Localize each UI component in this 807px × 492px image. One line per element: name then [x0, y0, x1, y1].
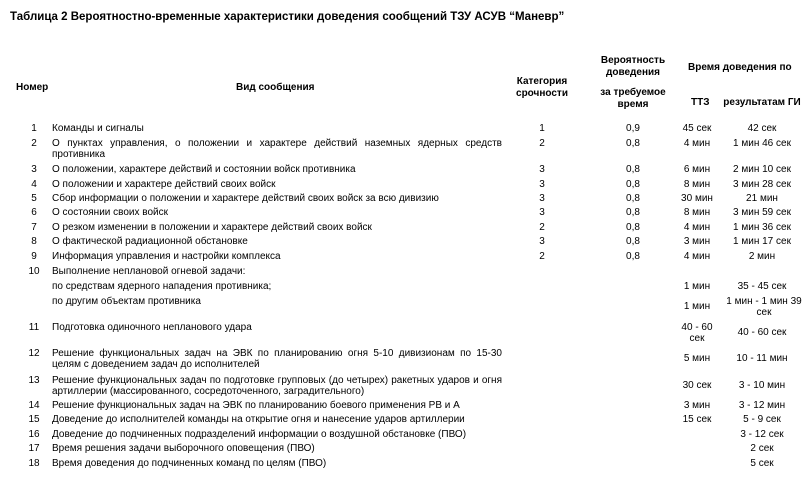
row-message-type: Доведение до подчиненных подразделений информации о воздушной обстановке (ПВО): [52, 429, 467, 440]
row-probability: 0,8: [626, 138, 640, 149]
row-time-ttz: 6 мин: [683, 164, 711, 175]
row-time-ttz: 1 мин: [683, 281, 711, 292]
header-time: Время доведения по: [688, 62, 792, 73]
row-category: 2: [539, 138, 545, 149]
row-category: 2: [539, 251, 545, 262]
row-time-ttz: 3 мин: [683, 400, 711, 411]
row-message-type: Команды и сигналы: [52, 123, 144, 134]
row-probability: 0,8: [626, 207, 640, 218]
row-time-gi: 42 сек: [747, 123, 777, 134]
row-time-gi: 5 - 9 сек: [743, 414, 781, 425]
row-time-gi: 3 мин 59 сек: [733, 207, 791, 218]
row-number: 16: [28, 429, 40, 440]
row-time-gi: 2 сек: [750, 443, 774, 454]
row-time-ttz: 40 - 60 сек: [681, 322, 713, 344]
row-message-type: по средствам ядерного нападения противника;: [52, 281, 272, 292]
row-number: 9: [31, 251, 37, 262]
row-probability: 0,8: [626, 251, 640, 262]
row-category: 3: [539, 179, 545, 190]
row-category: 3: [539, 164, 545, 175]
row-time-gi: 3 мин 28 сек: [733, 179, 791, 190]
row-category: 1: [539, 123, 545, 134]
row-message-type: О резком изменении в положении и характере действий своих войск: [52, 222, 372, 233]
row-message-type: О положении, характере действий и состоянии войск противника: [52, 164, 356, 175]
row-time-gi: 1 мин - 1 мин 39 сек: [726, 296, 802, 318]
row-number: 3: [31, 164, 37, 175]
header-gi: результатам ГИ: [723, 97, 801, 108]
row-message-type: Решение функциональных задач по подготовке групповых (до четырех) ракетных ударов и огня артиллерии (массированного, сосредоточенного, заградительного): [52, 375, 502, 397]
row-time-ttz: 30 сек: [682, 380, 712, 391]
header-probability: Вероятность доведения за требуемое время: [600, 55, 666, 110]
row-number: 2: [31, 138, 37, 149]
row-number: 11: [28, 322, 40, 333]
row-number: 12: [28, 348, 40, 359]
row-number: 5: [31, 193, 37, 204]
row-category: 3: [539, 193, 545, 204]
row-category: 3: [539, 236, 545, 247]
row-time-gi: 35 - 45 сек: [737, 281, 787, 292]
row-message-type: Доведение до исполнителей команды на открытие огня и нанесение ударов артиллерии: [52, 414, 465, 425]
row-number: 14: [28, 400, 40, 411]
row-message-type: Информация управления и настройки комплекса: [52, 251, 281, 262]
row-number: 18: [28, 458, 40, 469]
row-probability: 0,8: [626, 179, 640, 190]
row-number: 1: [31, 123, 37, 134]
row-time-gi: 3 - 12 мин: [738, 400, 786, 411]
row-probability: 0,9: [626, 123, 640, 134]
row-number: 7: [31, 222, 37, 233]
row-message-type: О состоянии своих войск: [52, 207, 168, 218]
row-time-gi: 1 мин 46 сек: [733, 138, 791, 149]
row-message-type: Время доведения до подчиненных команд по целям (ПВО): [52, 458, 327, 469]
row-probability: 0,8: [626, 193, 640, 204]
row-number: 15: [28, 414, 40, 425]
row-time-ttz: 4 мин: [683, 222, 711, 233]
row-time-gi: 1 мин 36 сек: [733, 222, 791, 233]
row-time-gi: 2 мин: [748, 251, 776, 262]
row-message-type: О положении и характере действий своих войск: [52, 179, 276, 190]
row-time-gi: 10 - 11 мин: [736, 353, 788, 364]
row-time-gi: 1 мин 17 сек: [733, 236, 791, 247]
row-time-ttz: 45 сек: [682, 123, 712, 134]
row-time-ttz: 8 мин: [683, 207, 711, 218]
row-message-type: Время решения задачи выборочного оповещения (ПВО): [52, 443, 315, 454]
row-message-type: Выполнение неплановой огневой задачи:: [52, 266, 246, 277]
row-number: 6: [31, 207, 37, 218]
row-time-gi: 3 - 10 мин: [738, 380, 786, 391]
header-num: Номер: [16, 82, 49, 93]
row-time-ttz: 8 мин: [683, 179, 711, 190]
row-number: 8: [31, 236, 37, 247]
row-message-type: Решение функциональных задач на ЭВК по планированию боевого применения РВ и А: [52, 400, 460, 411]
header-ttz: ТТЗ: [691, 97, 710, 108]
row-time-ttz: 5 мин: [683, 353, 711, 364]
header-type: Вид сообщения: [236, 82, 315, 93]
row-time-ttz: 3 мин: [683, 236, 711, 247]
row-message-type: О фактической радиационной обстановке: [52, 236, 248, 247]
row-time-gi: 40 - 60 сек: [737, 327, 787, 338]
row-time-gi: 21 мин: [746, 193, 778, 204]
row-number: 13: [28, 375, 40, 386]
row-message-type: О пунктах управления, о положении и характере действий наземных ядерных средств противника: [52, 138, 502, 160]
row-time-ttz: 1 мин: [683, 301, 711, 312]
row-time-ttz: 15 сек: [682, 414, 712, 425]
row-probability: 0,8: [626, 222, 640, 233]
row-number: 17: [28, 443, 40, 454]
row-time-gi: 3 - 12 сек: [740, 429, 784, 440]
header-category: Категория срочности: [516, 76, 568, 99]
row-time-gi: 5 сек: [750, 458, 774, 469]
row-number: 4: [31, 179, 37, 190]
row-time-gi: 2 мин 10 сек: [733, 164, 791, 175]
row-message-type: по другим объектам противника: [52, 296, 201, 307]
row-time-ttz: 4 мин: [683, 251, 711, 262]
row-category: 3: [539, 207, 545, 218]
row-time-ttz: 30 мин: [681, 193, 713, 204]
row-number: 10: [28, 266, 40, 277]
table-title: Таблица 2 Вероятностно-временные характеристики доведения сообщений ТЗУ АСУВ “Маневр”: [10, 11, 565, 23]
row-message-type: Подготовка одиночного непланового удара: [52, 322, 252, 333]
row-probability: 0,8: [626, 236, 640, 247]
row-message-type: Решение функциональных задач на ЭВК по планированию огня 5-10 дивизионам по 15-30 целям с доведением задач до исполнителей: [52, 348, 502, 370]
row-message-type: Сбор информации о положении и характере действий своих войск за всю дивизию: [52, 193, 439, 204]
row-time-ttz: 4 мин: [683, 138, 711, 149]
row-category: 2: [539, 222, 545, 233]
row-probability: 0,8: [626, 164, 640, 175]
